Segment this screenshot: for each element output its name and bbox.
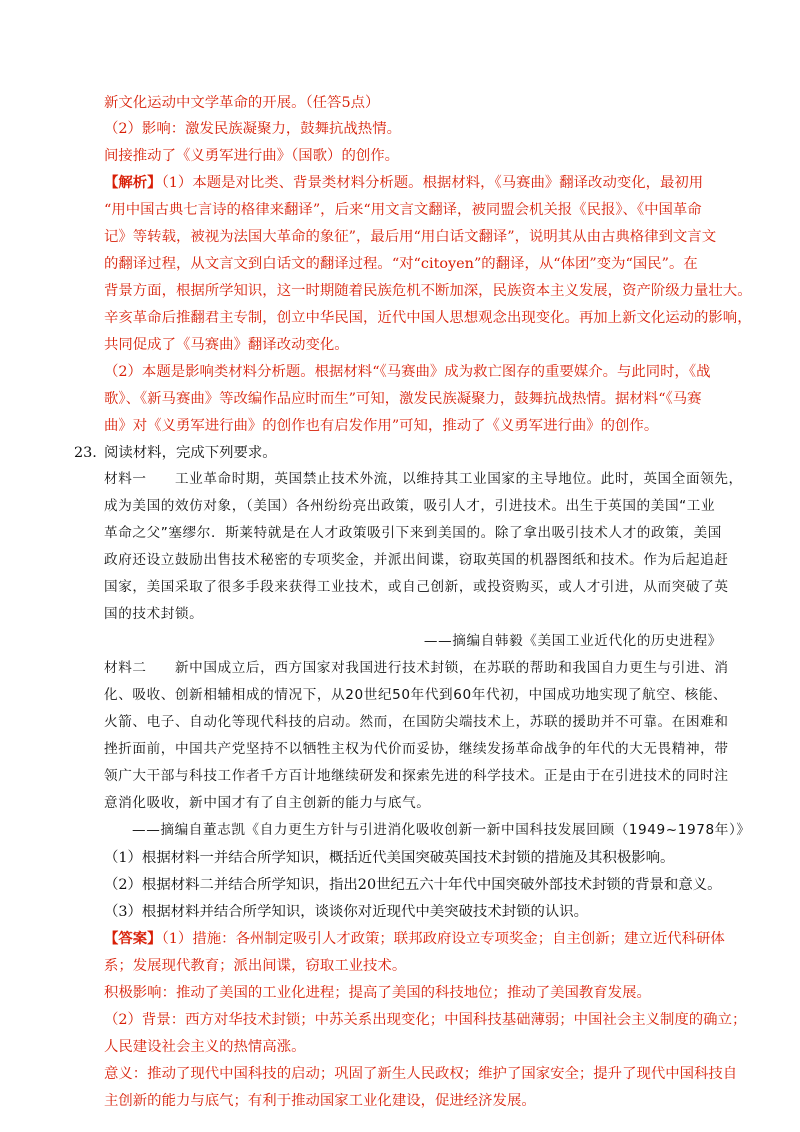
material-two-line: 材料二 新中国成立后，西方国家对我国进行技术封锁，在苏联的帮助和我国自力更生与引进、消: [104, 660, 729, 676]
question-number: 23.: [74, 445, 97, 461]
material-two-line: 火箭、电子、自动化等现代科技的启动。然而，在国防尖端技术上，苏联的援助并不可靠。在困难和: [104, 714, 729, 730]
analysis-tag: 【解析】: [104, 174, 162, 191]
material-two-line: 意消化吸收，新中国才有了自主创新的能力与底气。: [104, 795, 431, 811]
analysis-line: 共同促成了《马赛曲》翻译改动变化。: [104, 337, 349, 353]
answer-impact-line: （2）影响：激发民族凝聚力，鼓舞抗战热情。: [104, 121, 401, 137]
answer-line: 意义：推动了现代中国科技的启动；巩固了新生人民政权；维护了国家安全；提升了现代中国科技自: [104, 1066, 738, 1082]
answer-continuation-line: 新文化运动中文学革命的开展。（任答5点）: [104, 95, 380, 111]
analysis-text: （1）本题是对比类、背景类材料分析题。根据材料，《马赛曲》翻译改动变化，最初用: [161, 175, 704, 191]
analysis-line: （2）本题是影响类材料分析题。根据材料“《马赛曲》成为救亡图存的重要媒介。与此同时，《战: [104, 364, 711, 380]
answer-line: [104, 932, 725, 946]
material-two-line: 领广大干部与科技工作者千方百计地继续研发和探索先进的科学技术。正是由于在引进技术的同时注: [104, 768, 729, 784]
analysis-line: 背景方面，根据所学知识，这一时期随着民族危机不断加深，民族资本主义发展，资产阶级力量壮大。: [104, 283, 752, 299]
material-two-line: 化、吸收、创新相辅相成的情况下，从20世纪50年代到60年代初，中国成功地实现了航空、核能、: [104, 687, 728, 703]
answer-line: 系；发展现代教育；派出间谍，窃取工业技术。: [104, 958, 407, 974]
answer-text: （1）措施：各州制定吸引人才政策；联邦政府设立专项奖金；自主创新；建立近代科研体: [161, 931, 725, 947]
sub-question-1: （1）根据材料一并结合所学知识，概括近代美国突破英国技术封锁的措施及其积极影响。: [104, 850, 675, 866]
analysis-line: “用中国古典七言诗的格律来翻译”，后来“用文言文翻译，被同盟会机关报《民报》、《中国革命: [104, 202, 702, 218]
material-one-line: 政府还设立鼓励出售技术秘密的专项奖金，并派出间谍，窃取英国的机器图纸和技术。作为后起追赶: [104, 552, 729, 568]
analysis-line: 辛亥革命后推翻君主专制，创立中华民国，近代中国人思想观念出现变化。再加上新文化运动的影响，: [104, 310, 752, 326]
sub-question-2: （2）根据材料二并结合所学知识，指出20世纪五六十年代中国突破外部技术封锁的背景和意义。: [104, 877, 722, 893]
analysis-line: [104, 176, 703, 190]
sub-question-3: （3）根据材料并结合所学知识，谈谈你对近现代中美突破技术封锁的认识。: [104, 904, 589, 920]
analysis-line: 记》等转载，被视为法国大革命的象征”，最后用“用白话文翻译”，说明其从由古典格律到文言文: [104, 229, 717, 245]
material-one-line: 革命之父”塞缪尔．斯莱特就是在人才政策吸引下来到美国的。除了拿出吸引技术人才的政策，美国: [104, 525, 722, 541]
answer-line: 积极影响：推动了美国的工业化进程；提高了美国的科技地位；推动了美国教育发展。: [104, 985, 651, 1001]
answer-line: 主创新的能力与底气；有利于推动国家工业化建设，促进经济发展。: [104, 1093, 536, 1109]
answer-line: （2）背景：西方对华技术封锁；中苏关系出现变化；中国科技基础薄弱；中国社会主义制度的确立；: [104, 1012, 747, 1028]
answer-impact-line: 间接推动了《义勇军进行曲》（国歌）的创作。: [104, 148, 400, 164]
answer-tag: 【答案】: [104, 930, 162, 947]
material-one-line: 成为美国的效仿对象，（美国）各州纷纷亮出政策，吸引人才，引进技术。出生于英国的美国“工业: [104, 498, 716, 514]
material-two-line: 挫折面前，中国共产党坚持不以牺牲主权为代价而妥协，继续发扬革命战争的年代的大无畏精神，带: [104, 741, 729, 757]
answer-line: 人民建设社会主义的热情高涨。: [104, 1039, 306, 1055]
material-one-source: ——摘编自韩毅《美国工业近代化的历史进程》: [423, 633, 722, 649]
question-prompt: 阅读材料，完成下列要求。: [104, 445, 277, 461]
material-one-line: 国家，美国采取了很多手段来获得工业技术，或自己创新，或投资购买，或人才引进，从而突破了英: [104, 579, 729, 595]
analysis-line: 曲》对《义勇军进行曲》的创作也有启发作用”可知，推动了《义勇军进行曲》的创作。: [104, 418, 659, 434]
material-one-line: 国的技术封锁。: [104, 606, 204, 622]
analysis-line: 的翻译过程，从文言文到白话文的翻译过程。“对“citoyen”的翻译，从“体团”变为“国民”。在: [104, 256, 698, 272]
material-one-line: 材料一 工业革命时期，英国禁止技术外流，以维持其工业国家的主导地位。此时，英国全面领先，: [104, 471, 743, 487]
material-two-source: ——摘编自董志凯《自力更生方针与引进消化吸收创新一新中国科技发展回顾（1949~1978年）》: [132, 822, 751, 838]
analysis-line: 歌》、《新马赛曲》等改编作品应时而生”可知，激发民族凝聚力，鼓舞抗战热情。据材料“《马赛: [104, 391, 702, 407]
